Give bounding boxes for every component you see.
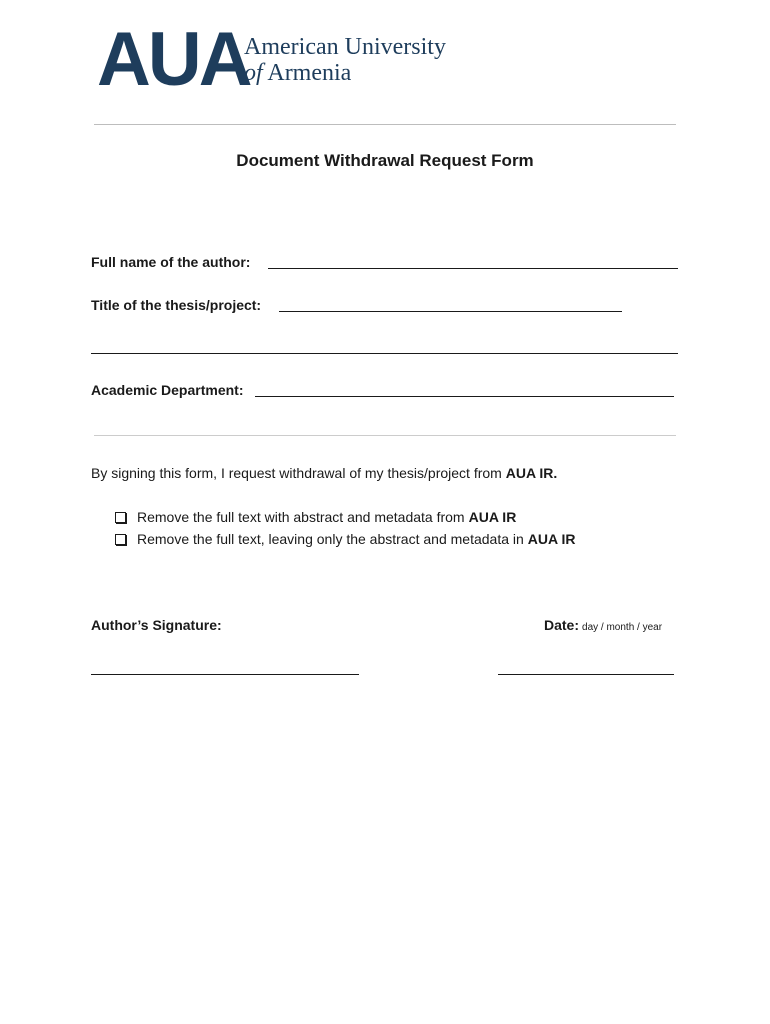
header-divider [94,124,676,125]
section-divider [94,435,676,436]
author-name-field[interactable] [268,268,678,269]
option-keep-abstract-checkbox[interactable] [115,534,126,545]
signature-label: Author’s Signature: [91,617,222,633]
option-keep-abstract-repository: AUA IR [527,531,576,547]
option-remove-all-repository: AUA IR [468,509,517,525]
date-hint: day / month / year [582,622,663,633]
option-keep-abstract-text: Remove the full text, leaving only the abstract and metadata in [137,531,524,547]
author-name-label: Full name of the author: [91,254,251,270]
logo-armenia: Armenia [267,60,352,86]
thesis-title-field-continued[interactable] [91,353,678,354]
date-field[interactable] [498,674,674,675]
logo-university-name: American University [244,34,446,60]
date-label: Date: [544,617,580,633]
logo-university-location [244,60,351,86]
option-remove-all-checkbox[interactable] [115,512,126,523]
date-label-group [544,617,662,633]
thesis-title-field[interactable] [279,311,622,312]
department-label: Academic Department: [91,382,244,398]
department-field[interactable] [255,396,674,397]
withdrawal-statement [91,465,557,481]
aua-logo-mark: AUA [97,17,250,102]
option-remove-all [115,509,516,525]
statement-repository: AUA IR. [505,465,558,481]
thesis-title-label: Title of the thesis/project: [91,297,262,313]
option-keep-abstract [115,531,575,547]
statement-text: By signing this form, I request withdrawal of my thesis/project from [91,465,502,481]
logo-of: of [244,60,263,86]
signature-field[interactable] [91,674,359,675]
option-remove-all-text: Remove the full text with abstract and metadata from [137,509,465,525]
form-title: Document Withdrawal Request Form [236,151,534,170]
